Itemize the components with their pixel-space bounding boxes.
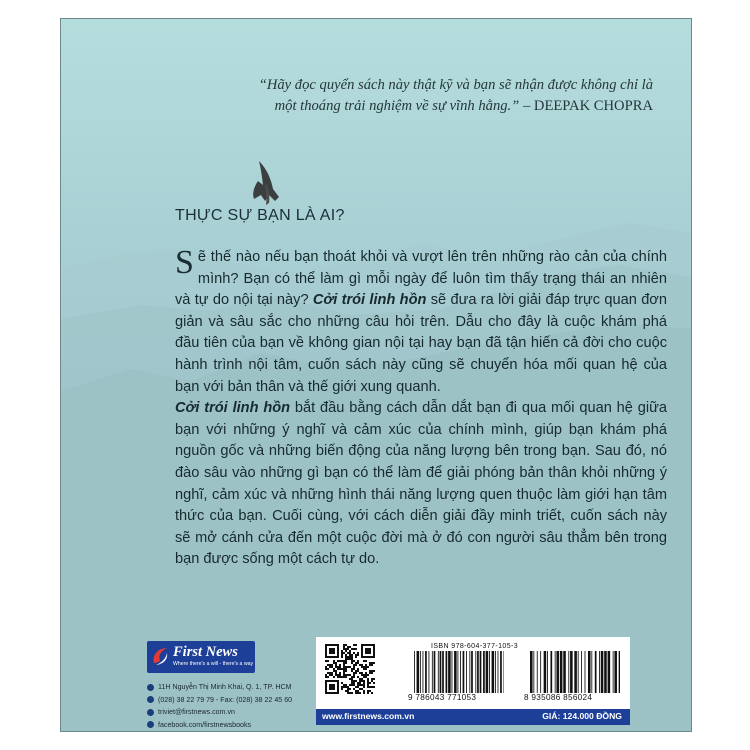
section-heading: THỰC SỰ BẠN LÀ AI?: [175, 207, 345, 224]
isbn-barcode: [414, 651, 504, 693]
book-title-inline: Cởi trói linh hồn: [312, 292, 427, 309]
website-url: www.firstnews.com.vn: [322, 711, 415, 721]
contact-address: 11H Nguyễn Thị Minh Khai, Q. 1, TP. HCM: [147, 681, 292, 694]
logo-swirl-icon: [150, 645, 170, 667]
back-cover: [60, 18, 692, 732]
publisher-tagline: Where there's a will - there's a way: [173, 661, 254, 667]
publisher-name: First News: [173, 644, 238, 660]
paragraph-2: Cởi trói linh hồn bắt đầu bằng cách dẫn dắt bạn đi qua mối quan hệ giữa bạn với những ý nghĩ và cảm xúc của chính mình, giúp bạn khám phá nguồn gốc và những biến động của năng lượng bên trong bạn. Sau đó, nó đào sâu vào những gì bạn có thể làm để giải phóng bản thân khỏi những ý nghĩ, cảm xúc và những hình thái năng lượng quen thuộc làm giới hạn tâm thức của bạn. Cuối cùng, với cách diễn giải đầy minh triết, cuốn sách này sẽ mở cánh cửa đến một cuộc đời mà ở đó con người sâu thẳm bên trong bạn được sống một cách tự do.: [175, 400, 667, 568]
endorsement-quote: [61, 75, 653, 117]
drop-cap: S: [175, 244, 194, 281]
quote-line-2: một thoáng trải nghiệm về sự vĩnh hằng.” – DEEPAK CHOPRA: [274, 98, 653, 114]
barcode-panel: [316, 637, 630, 709]
book-title-inline: Cởi trói linh hồn: [175, 400, 291, 417]
book-description: [175, 244, 667, 571]
facebook-icon: [147, 721, 154, 728]
product-barcode: [530, 651, 620, 693]
quote-author: – DEEPAK CHOPRA: [522, 98, 653, 114]
qr-code: [325, 644, 375, 694]
contact-phone: (028) 38 22 79 79 - Fax: (028) 38 22 45 60: [147, 694, 292, 707]
publisher-contacts: [147, 681, 292, 731]
location-icon: [147, 684, 154, 691]
contact-facebook: facebook.com/firstnewsbooks: [147, 719, 292, 732]
email-icon: [147, 709, 154, 716]
bird-icon: [249, 159, 285, 213]
first-news-logo: [147, 641, 255, 673]
footer-bar: [316, 709, 630, 725]
phone-icon: [147, 696, 154, 703]
isbn-label: ISBN 978-604-377-105-3: [431, 643, 519, 650]
contact-email: triviet@firstnews.com.vn: [147, 706, 292, 719]
quote-line-1: “Hãy đọc quyển sách này thật kỹ và bạn sẽ nhận được không chỉ là: [258, 77, 653, 93]
isbn-barcode-number: 9 786043 771053: [408, 693, 477, 702]
product-barcode-number: 8 935086 856024: [524, 693, 593, 702]
price-label: GIÁ: 124.000 ĐỒNG: [542, 711, 622, 721]
paragraph-1: Sẽ thế nào nếu bạn thoát khỏi và vượt lên trên những rào cản của chính mình? Bạn có thể làm gì mỗi ngày để luôn tìm thấy trạng thái an nhiên và tự do nội tại này? Cởi trói linh hồn sẽ đưa ra lời giải đáp trực quan đơn giản và sâu sắc cho những câu hỏi trên. Dẫu cho đây là cuộc khám phá đầu tiên của bạn về không gian nội tại hay bạn đã tận hiến cả đời cho cuộc hành trình nội tâm, cuốn sách này cũng sẽ chuyển hóa mối quan hệ của bạn với bản thân và thế giới xung quanh.: [175, 244, 667, 395]
